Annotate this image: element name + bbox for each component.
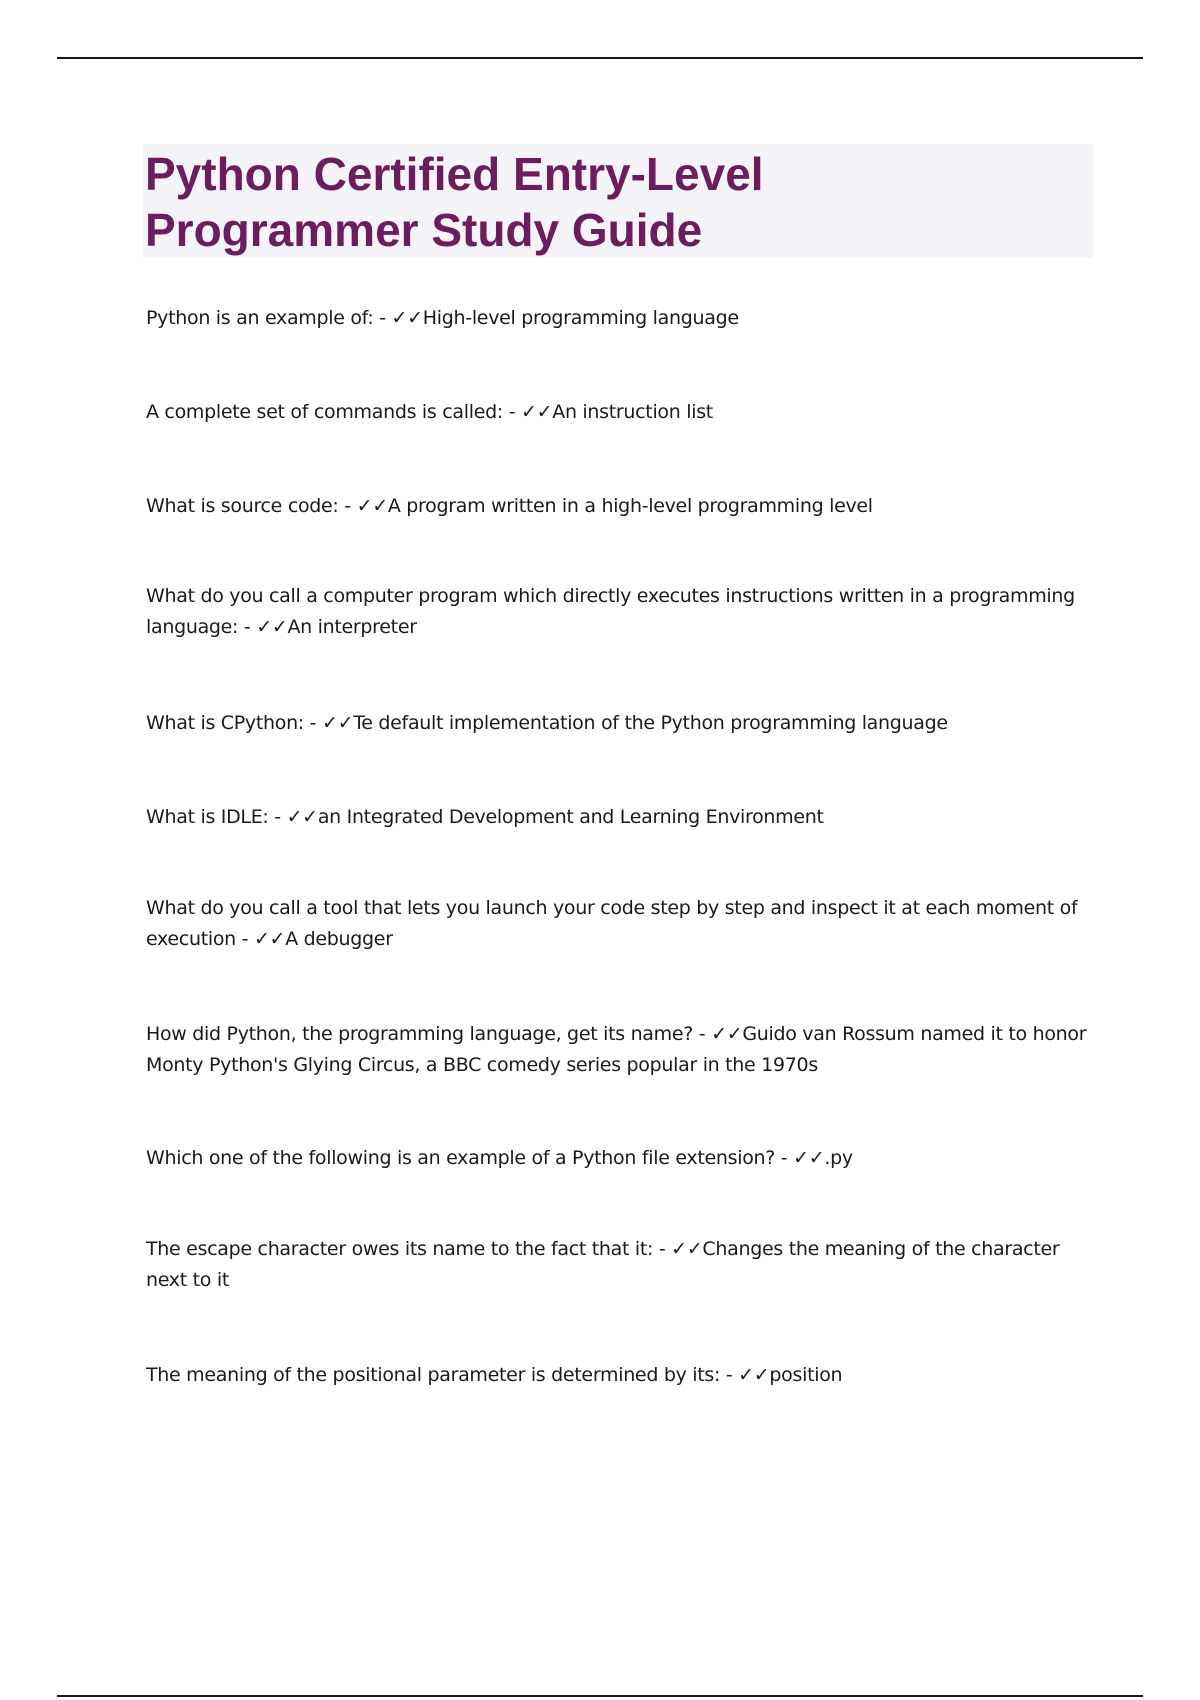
answer-text: An instruction list (552, 401, 713, 423)
question-text: What do you call a tool that lets you launch your code step by step and inspect it at each moment of execution (146, 897, 1078, 950)
answer-text: High-level programming language (422, 307, 739, 329)
question-text: What is IDLE: (146, 806, 269, 828)
check-icon: ✓✓ (391, 307, 423, 329)
check-icon: ✓✓ (321, 712, 354, 734)
answer-text: .py (824, 1147, 853, 1169)
question-text: What do you call a computer program which directly executes instructions written in a programming language: (146, 585, 1075, 638)
question-text: How did Python, the programming language, get its name? (146, 1023, 694, 1045)
answer-text: an Integrated Development and Learning Environment (317, 806, 824, 828)
qa-item-2 (146, 397, 1096, 428)
page-title (145, 146, 1045, 258)
answer-text: An interpreter (287, 616, 417, 638)
qa-item-11 (146, 1360, 1096, 1391)
question-text: Python is an example of: (146, 307, 374, 329)
question-text: What is CPython: (146, 712, 304, 734)
top-rule (57, 57, 1143, 59)
separator: - (720, 1364, 739, 1386)
answer-text: Te default implementation of the Python programming language (353, 712, 948, 734)
question-text: A complete set of commands is called: (146, 401, 503, 423)
separator: - (373, 307, 392, 329)
separator: - (693, 1023, 712, 1045)
question-text: The meaning of the positional parameter is determined by its: (146, 1364, 721, 1386)
title-line-1: Python Certified Entry-Level (145, 148, 764, 200)
question-text: What is source code: (146, 495, 339, 517)
check-icon: ✓✓ (253, 928, 286, 950)
separator: - (235, 928, 254, 950)
bottom-rule (57, 1695, 1143, 1697)
answer-text: A debugger (285, 928, 393, 950)
answer-text: A program written in a high-level programming level (387, 495, 873, 517)
question-text: Which one of the following is an example of a Python file extension? (146, 1147, 776, 1169)
qa-item-7 (146, 893, 1096, 955)
check-icon: ✓✓ (356, 495, 388, 517)
qa-item-1 (146, 303, 1096, 334)
answer-text: Changes the meaning of the character next to it (146, 1238, 1060, 1291)
separator: - (238, 616, 257, 638)
qa-item-10 (146, 1234, 1096, 1296)
separator: - (303, 712, 322, 734)
separator: - (775, 1147, 794, 1169)
separator: - (653, 1238, 672, 1260)
check-icon: ✓✓ (521, 401, 553, 423)
answer-text: Guido van Rossum named it to honor Monty Python's Glying Circus, a BBC comedy series popular in the 1970s (146, 1023, 1087, 1076)
qa-item-3 (146, 491, 1096, 522)
qa-item-4 (146, 581, 1096, 643)
title-line-2: Programmer Study Guide (145, 204, 703, 256)
qa-item-6 (146, 802, 1096, 833)
check-icon: ✓✓ (711, 1023, 743, 1045)
qa-item-8 (146, 1019, 1096, 1081)
answer-text: position (769, 1364, 843, 1386)
question-text: The escape character owes its name to the fact that it: (146, 1238, 654, 1260)
check-icon: ✓✓ (286, 806, 318, 828)
separator: - (502, 401, 521, 423)
qa-item-5 (146, 708, 1096, 739)
check-icon: ✓✓ (793, 1147, 825, 1169)
separator: - (268, 806, 287, 828)
check-icon: ✓✓ (671, 1238, 703, 1260)
qa-item-9 (146, 1143, 1096, 1174)
check-icon: ✓✓ (738, 1364, 770, 1386)
separator: - (338, 495, 357, 517)
check-icon: ✓✓ (256, 616, 288, 638)
